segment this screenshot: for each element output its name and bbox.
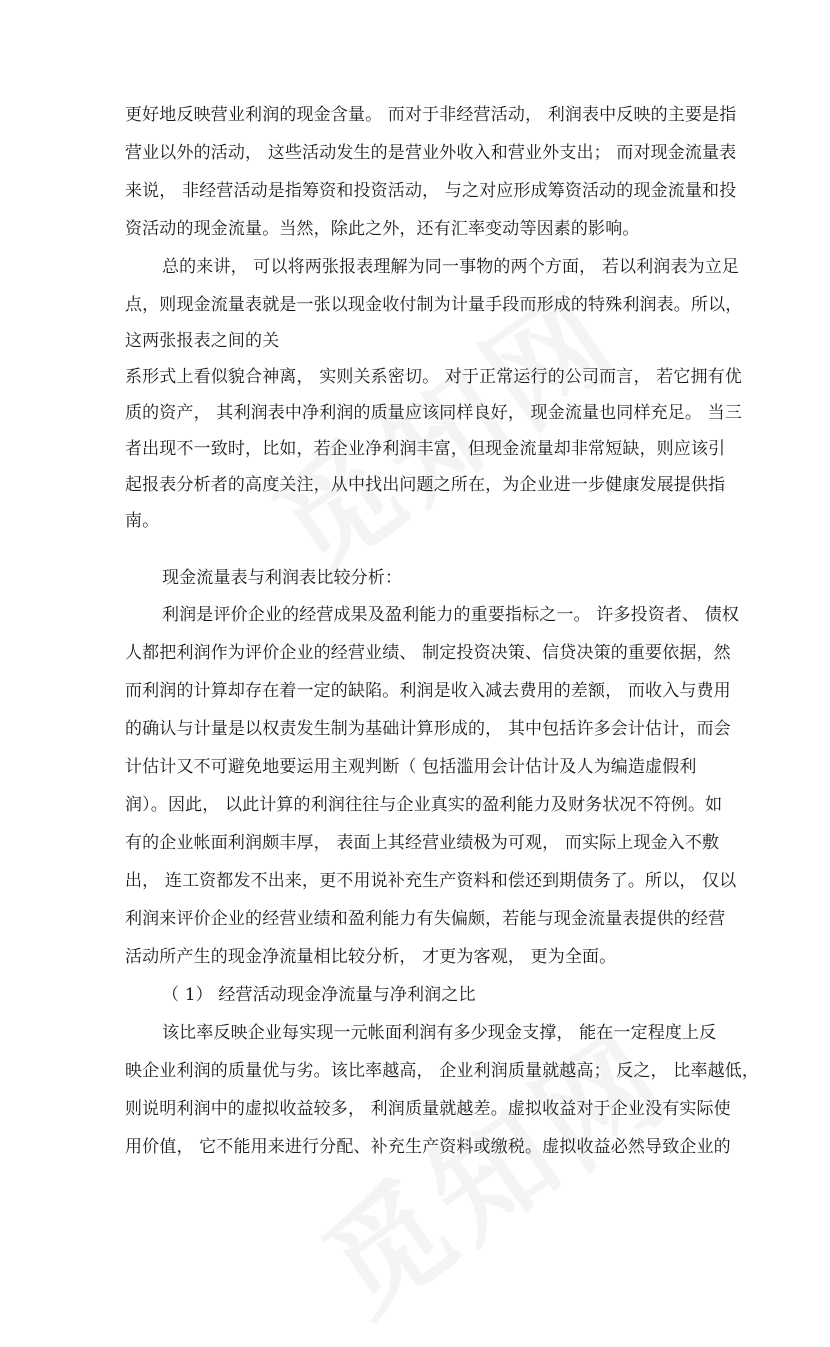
paragraph-line: 起报表分析者的高度关注，从中找出问题之所在，为企业进一步健康发展提供指	[125, 475, 726, 495]
paragraph-line: 利润来评价企业的经营业绩和盈利能力有失偏颇，若能与现金流量表提供的经营	[125, 909, 726, 929]
paragraph-line: 活动所产生的现金净流量相比较分析， 才更为客观， 更为全面。	[125, 947, 617, 967]
paragraph-line: 映企业利润的质量优与劣。该比率越高， 企业利润质量就越高； 反之， 比率越低，	[125, 1061, 760, 1081]
paragraph-line: 者出现不一致时，比如，若企业净利润丰富，但现金流量却非常短缺，则应该引	[125, 439, 726, 459]
paragraph-line: 则说明利润中的虚拟收益较多， 利润质量就越差。虚拟收益对于企业没有实际使	[125, 1099, 731, 1119]
paragraph-line: 而利润的计算却存在着一定的缺陷。利润是收入减去费用的差额， 而收入与费用	[125, 681, 731, 701]
section-heading: 现金流量表与利润表比较分析：	[162, 568, 403, 588]
paragraph-line: 出， 连工资都发不出来，更不用说补充生产资料和偿还到期债务了。所以， 仅以	[125, 871, 737, 891]
paragraph-line: 计估计又不可避免地要运用主观判断（ 包括滥用会计估计及人为编造虚假利	[125, 757, 697, 777]
paragraph-line: 总的来讲， 可以将两张报表理解为同一事物的两个方面， 若以利润表为立足	[162, 257, 740, 277]
paragraph-line: 用价值， 它不能用来进行分配、补充生产资料或缴税。虚拟收益必然导致企业的	[125, 1137, 731, 1157]
paragraph-line: 来说， 非经营活动是指筹资和投资活动， 与之对应形成筹资活动的现金流量和投	[125, 181, 737, 201]
paragraph-line: 这两张报表之间的关	[125, 331, 280, 351]
paragraph-line: 质的资产， 其利润表中净利润的质量应该同样良好， 现金流量也同样充足。 当三	[125, 403, 742, 423]
paragraph-line: 营业以外的活动， 这些活动发生的是营业外收入和营业外支出； 而对现金流量表	[125, 143, 737, 163]
paragraph-line: 润）。因此， 以此计算的利润往往与企业真实的盈利能力及财务状况不符例。如	[125, 795, 723, 815]
paragraph-line: 有的企业帐面利润颇丰厚， 表面上其经营业绩极为可观， 而实际上现金入不敷	[125, 833, 720, 853]
paragraph-line: 人都把利润作为评价企业的经营业绩、 制定投资决策、信贷决策的重要依据，然	[125, 643, 731, 663]
paragraph-line: 该比率反映企业每实现一元帐面利润有多少现金支撑， 能在一定程度上反	[162, 1023, 717, 1043]
paragraph-line: 的确认与计量是以权责发生制为基础计算形成的， 其中包括许多会计估计，而会	[125, 719, 731, 739]
paragraph-line: 点，则现金流量表就是一张以现金收付制为计量手段而形成的特殊利润表。所以，	[125, 295, 743, 315]
paragraph-line: 更好地反映营业利润的现金含量。 而对于非经营活动， 利润表中反映的主要是指	[125, 105, 737, 125]
paragraph-line: 南。	[125, 511, 160, 531]
paragraph-line: 系形式上看似貌合神离， 实则关系密切。 对于正常运行的公司而言， 若它拥有优	[125, 367, 742, 387]
paragraph-line: 利润是评价企业的经营成果及盈利能力的重要指标之一。 许多投资者、 债权	[162, 605, 740, 625]
paragraph-line: 资活动的现金流量。当然，除此之外，还有汇率变动等因素的影响。	[125, 219, 640, 239]
subsection-heading: （ 1） 经营活动现金净流量与净利润之比	[162, 985, 476, 1005]
